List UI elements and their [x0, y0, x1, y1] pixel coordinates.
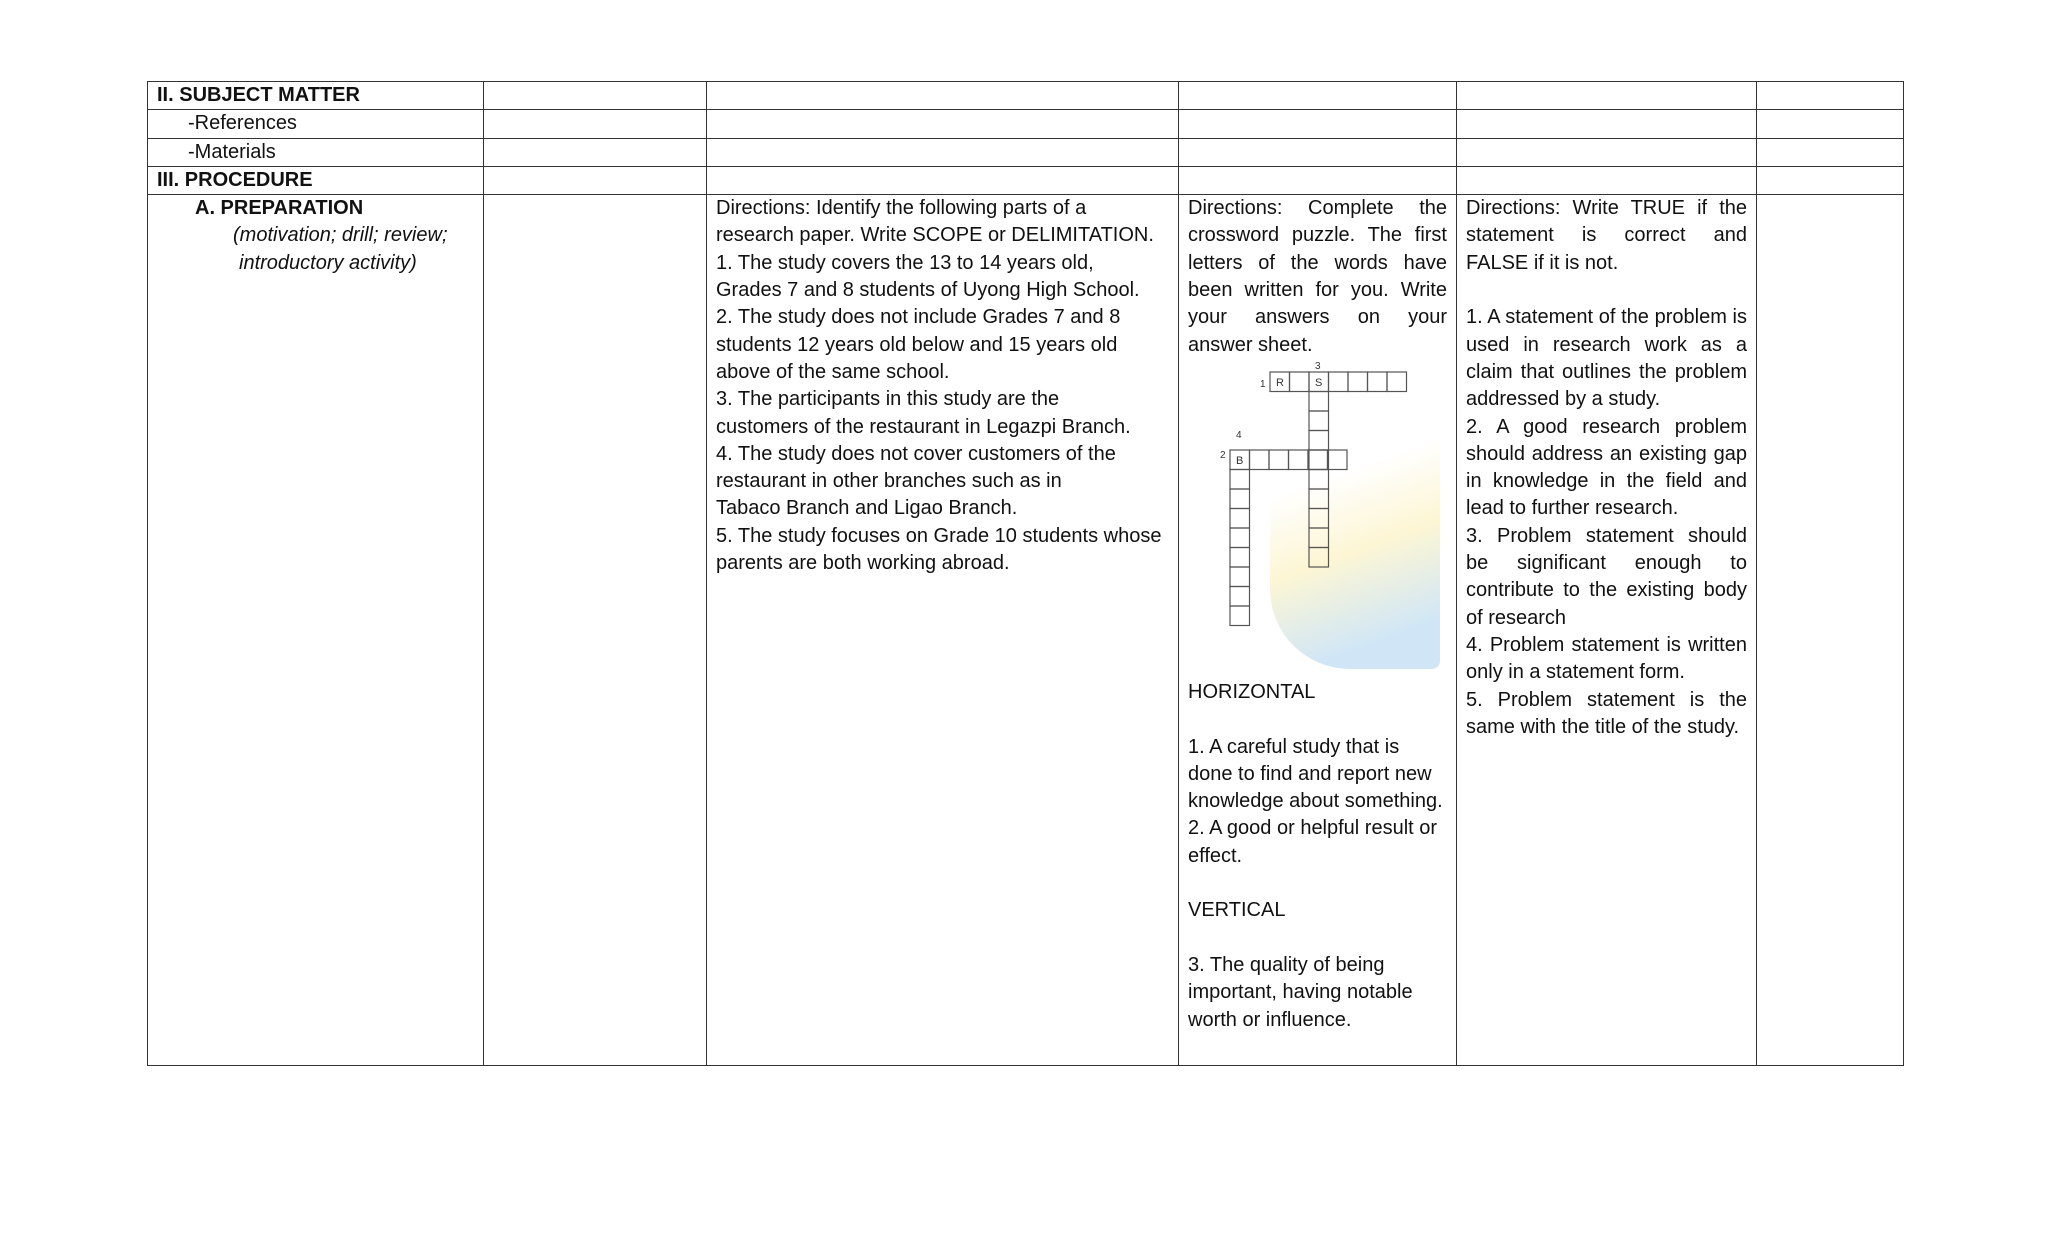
empty-cell	[1179, 138, 1457, 166]
crossword-cell-across-2	[1308, 450, 1328, 470]
empty-cell	[1457, 138, 1757, 166]
scope-line: Directions: Identify the following parts of a	[716, 197, 1087, 220]
empty-cell	[707, 82, 1179, 110]
crossword-directions: Directions: Complete the crossword puzzle. The first letters of the words have been written for you. Write your answers on your answer sheet.	[1188, 197, 1447, 356]
scope-line: parents are both working abroad.	[716, 552, 1010, 575]
references-label: -References	[148, 110, 484, 138]
empty-cell	[484, 166, 707, 194]
empty-cell	[707, 110, 1179, 138]
vertical-heading: VERTICAL	[1188, 899, 1286, 922]
crossword-number: 3	[1315, 360, 1321, 372]
true-false-directions: Directions: Write TRUE if the statement is correct and FALSE if it is not.	[1466, 197, 1747, 274]
crossword-cell	[1179, 195, 1457, 1066]
crossword-cell-down-3	[1309, 528, 1329, 548]
crossword-cell-down-3	[1309, 450, 1329, 470]
crossword-number: 1	[1260, 378, 1266, 390]
true-false-item: 5. Problem statement is the same with the title of the study.	[1466, 688, 1747, 738]
crossword-cell-across-1	[1387, 372, 1407, 392]
horizontal-clue-1: 1. A careful study that is done to find and report new knowledge about something.	[1188, 735, 1443, 813]
empty-cell	[1757, 195, 1904, 1066]
empty-cell	[1757, 110, 1904, 138]
row-materials	[148, 138, 1904, 166]
empty-cell	[1757, 166, 1904, 194]
true-false-item: 1. A statement of the problem is used in research work as a claim that outlines the problem addressed by a study.	[1466, 306, 1747, 411]
empty-cell	[1757, 138, 1904, 166]
crossword-cell-down-4	[1230, 606, 1250, 626]
preparation-heading: A. PREPARATION	[195, 197, 364, 220]
scope-line: Grades 7 and 8 students of Uyong High School.	[716, 279, 1140, 302]
empty-cell	[484, 138, 707, 166]
crossword-cell-across-2	[1250, 450, 1270, 470]
empty-cell	[484, 110, 707, 138]
crossword-cell-across-2	[1269, 450, 1289, 470]
scope-line: above of the same school.	[716, 360, 950, 383]
preparation-note-2: introductory activity)	[239, 251, 417, 274]
crossword-puzzle	[1200, 359, 1440, 679]
crossword-letter: S	[1315, 376, 1323, 389]
crossword-cell-across-2	[1289, 450, 1309, 470]
true-false-item: 3. Problem statement should be significant enough to contribute to the existing body of research	[1466, 524, 1747, 629]
empty-cell	[1757, 82, 1904, 110]
crossword-cell-down-3	[1309, 469, 1329, 489]
crossword-cell-down-4	[1230, 567, 1250, 587]
crossword-letter: B	[1236, 454, 1244, 467]
true-false-cell	[1457, 195, 1757, 1066]
crossword-cell-across-1	[1290, 372, 1310, 392]
crossword-cell-down-3	[1309, 508, 1329, 528]
crossword-cell-across-1	[1329, 372, 1349, 392]
empty-cell	[1179, 110, 1457, 138]
crossword-cell-down-3	[1309, 547, 1329, 567]
row-preparation	[148, 195, 1904, 1066]
empty-cell	[1179, 166, 1457, 194]
subject-matter-heading: II. SUBJECT MATTER	[148, 82, 484, 110]
spacer	[1188, 925, 1447, 952]
row-references	[148, 110, 1904, 138]
empty-cell	[484, 195, 707, 1066]
empty-cell	[484, 82, 707, 110]
true-false-item: 4. Problem statement is written only in a statement form.	[1466, 633, 1747, 684]
scope-line: 5. The study focuses on Grade 10 students whose	[716, 524, 1162, 547]
empty-cell	[1457, 82, 1757, 110]
crossword-cell-across-2	[1328, 450, 1348, 470]
empty-cell	[1457, 110, 1757, 138]
materials-label: -Materials	[148, 138, 484, 166]
crossword-cell-down-3	[1309, 411, 1329, 431]
row-subject-matter	[148, 82, 1904, 110]
spacer	[1466, 277, 1747, 304]
scope-line: customers of the restaurant in Legazpi Branch.	[716, 415, 1131, 438]
crossword-number: 2	[1220, 449, 1226, 461]
crossword-cell-down-3	[1309, 489, 1329, 509]
crossword-cell-down-4	[1230, 547, 1250, 567]
crossword-grid	[1200, 359, 1440, 679]
scope-line: restaurant in other branches such as in	[716, 470, 1062, 493]
spacer	[1188, 706, 1447, 733]
procedure-heading: III. PROCEDURE	[148, 166, 484, 194]
horizontal-clue-2: 2. A good or helpful result or effect.	[1188, 817, 1438, 867]
crossword-cell-down-3	[1309, 430, 1329, 450]
preparation-note-1: (motivation; drill; review;	[233, 224, 448, 247]
crossword-cell-down-4	[1230, 528, 1250, 548]
crossword-cell-down-3	[1309, 391, 1329, 411]
crossword-cell-down-4	[1230, 586, 1250, 606]
scope-line: research paper. Write SCOPE or DELIMITATION.	[716, 224, 1154, 247]
scope-line: 4. The study does not cover customers of the	[716, 442, 1116, 465]
crossword-cell-across-1	[1368, 372, 1388, 392]
preparation-cell	[148, 195, 484, 1066]
crossword-cell-down-4	[1230, 508, 1250, 528]
vertical-clue-3: 3. The quality of being important, having notable worth or influence.	[1188, 953, 1413, 1031]
empty-cell	[707, 138, 1179, 166]
crossword-cell-down-4	[1230, 489, 1250, 509]
empty-cell	[1179, 82, 1457, 110]
true-false-item: 2. A good research problem should address an existing gap in knowledge in the field and lead to further research.	[1466, 415, 1747, 520]
lesson-plan-table	[147, 81, 1904, 1066]
crossword-cell-across-1	[1348, 372, 1368, 392]
crossword-cell-down-4	[1230, 469, 1250, 489]
spacer	[1188, 870, 1447, 897]
scope-line: 2. The study does not include Grades 7 and 8	[716, 306, 1121, 329]
scope-delimitation-cell	[707, 195, 1179, 1066]
empty-cell	[1457, 166, 1757, 194]
crossword-letter: R	[1276, 376, 1284, 389]
scope-line: Tabaco Branch and Ligao Branch.	[716, 497, 1018, 520]
horizontal-heading: HORIZONTAL	[1188, 680, 1316, 703]
scope-line: 1. The study covers the 13 to 14 years old,	[716, 251, 1094, 274]
scope-line: students 12 years old below and 15 years old	[716, 333, 1118, 356]
row-procedure	[148, 166, 1904, 194]
empty-cell	[707, 166, 1179, 194]
scope-line: 3. The participants in this study are the	[716, 388, 1060, 411]
crossword-number: 4	[1236, 429, 1242, 441]
